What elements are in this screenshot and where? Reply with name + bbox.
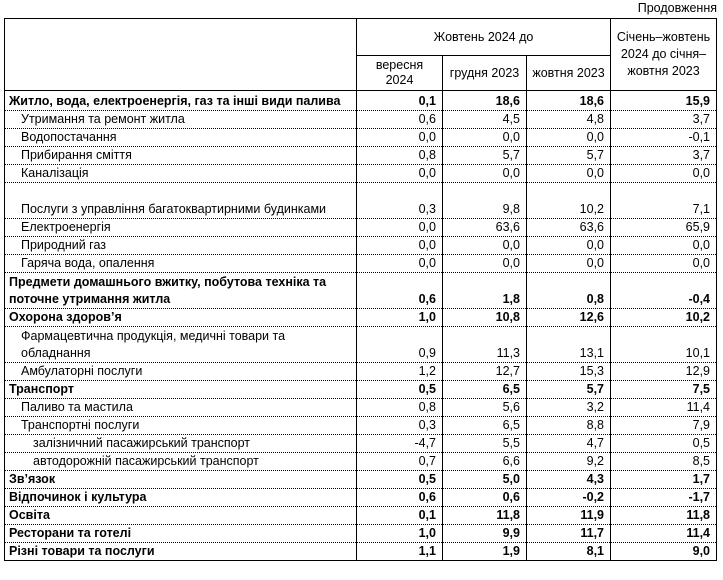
value-cell-col1: 0,8: [357, 147, 443, 165]
value-cell-col4: 7,5: [611, 381, 717, 399]
header-row-1: [5, 19, 717, 56]
table-row: [5, 255, 717, 273]
value-cell-col4: 0,5: [611, 435, 717, 453]
value-cell-col1: 0,0: [357, 237, 443, 255]
value-cell-col2: 11,3: [443, 327, 527, 363]
value-cell-col4: 3,7: [611, 147, 717, 165]
table-row: [5, 543, 717, 561]
value-cell-col3: 4,8: [527, 111, 611, 129]
value-cell-col4: 7,9: [611, 417, 717, 435]
value-cell-col1: 0,0: [357, 219, 443, 237]
value-cell-col4: 0,0: [611, 237, 717, 255]
value-cell-col3: 8,8: [527, 417, 611, 435]
value-cell-col4: 11,4: [611, 525, 717, 543]
value-cell-col3: 0,8: [527, 273, 611, 309]
row-label: Амбулаторні послуги: [5, 363, 357, 381]
value-cell-col1: 0,1: [357, 507, 443, 525]
row-label: Фармацевтична продукція, медичні товари та обладнання: [5, 327, 357, 363]
row-label: Послуги з управління багатоквартирними будинками: [5, 183, 357, 219]
table-row: [5, 219, 717, 237]
value-cell-col1: 0,0: [357, 165, 443, 183]
value-cell-col1: 0,0: [357, 255, 443, 273]
row-label: Житло, вода, електроенергія, газ та інші види палива: [5, 91, 357, 111]
table-row: [5, 471, 717, 489]
value-cell-col3: 4,7: [527, 435, 611, 453]
value-cell-col3: 18,6: [527, 91, 611, 111]
value-cell-col4: 11,8: [611, 507, 717, 525]
row-label: Каналізація: [5, 165, 357, 183]
row-label: Ресторани та готелі: [5, 525, 357, 543]
header-col2: грудня 2023: [443, 56, 527, 91]
value-cell-col3: -0,2: [527, 489, 611, 507]
value-cell-col3: 3,2: [527, 399, 611, 417]
value-cell-col2: 11,8: [443, 507, 527, 525]
row-label: Електроенергія: [5, 219, 357, 237]
value-cell-col4: 7,1: [611, 183, 717, 219]
value-cell-col3: 8,1: [527, 543, 611, 561]
table-row: [5, 399, 717, 417]
continuation-label: Продовження: [637, 1, 717, 15]
value-cell-col3: 13,1: [527, 327, 611, 363]
value-cell-col2: 6,5: [443, 417, 527, 435]
value-cell-col3: 11,7: [527, 525, 611, 543]
value-cell-col2: 0,0: [443, 255, 527, 273]
value-cell-col2: 0,0: [443, 237, 527, 255]
value-cell-col2: 0,6: [443, 489, 527, 507]
table-row: [5, 147, 717, 165]
header-group-label: Жовтень 2024 до: [357, 19, 611, 56]
row-label: Зв’язок: [5, 471, 357, 489]
value-cell-col4: -0,1: [611, 129, 717, 147]
value-cell-col4: 11,4: [611, 399, 717, 417]
value-cell-col1: 1,0: [357, 309, 443, 327]
value-cell-col4: -1,7: [611, 489, 717, 507]
row-label: Паливо та мастила: [5, 399, 357, 417]
value-cell-col3: 11,9: [527, 507, 611, 525]
value-cell-col1: 0,9: [357, 327, 443, 363]
value-cell-col1: 1,1: [357, 543, 443, 561]
value-cell-col1: 0,8: [357, 399, 443, 417]
value-cell-col2: 5,0: [443, 471, 527, 489]
value-cell-col4: -0,4: [611, 273, 717, 309]
value-cell-col3: 0,0: [527, 165, 611, 183]
value-cell-col4: 3,7: [611, 111, 717, 129]
table-row: [5, 435, 717, 453]
value-cell-col2: 6,6: [443, 453, 527, 471]
value-cell-col1: 0,0: [357, 129, 443, 147]
row-label: Природний газ: [5, 237, 357, 255]
price-index-table: [4, 18, 717, 561]
value-cell-col1: 0,3: [357, 183, 443, 219]
value-cell-col2: 0,0: [443, 165, 527, 183]
table-row: [5, 417, 717, 435]
table-row: [5, 489, 717, 507]
table-row: [5, 507, 717, 525]
value-cell-col2: 1,9: [443, 543, 527, 561]
value-cell-col1: 0,6: [357, 273, 443, 309]
row-label: Гаряча вода, опалення: [5, 255, 357, 273]
row-label: Предмети домашнього вжитку, побутова техніка та поточне утримання житла: [5, 273, 357, 309]
table-row: [5, 165, 717, 183]
table-row: [5, 273, 717, 309]
value-cell-col1: -4,7: [357, 435, 443, 453]
table-row: [5, 111, 717, 129]
row-label: Різні товари та послуги: [5, 543, 357, 561]
value-cell-col1: 1,0: [357, 525, 443, 543]
value-cell-col1: 0,7: [357, 453, 443, 471]
row-label: Освіта: [5, 507, 357, 525]
value-cell-col1: 0,5: [357, 381, 443, 399]
row-label: Охорона здоров’я: [5, 309, 357, 327]
value-cell-col3: 10,2: [527, 183, 611, 219]
row-label: Водопостачання: [5, 129, 357, 147]
value-cell-col2: 9,9: [443, 525, 527, 543]
value-cell-col2: 5,5: [443, 435, 527, 453]
value-cell-col4: 1,7: [611, 471, 717, 489]
table-row: [5, 363, 717, 381]
header-col1: вересня 2024: [357, 56, 443, 91]
table-row: [5, 525, 717, 543]
value-cell-col3: 5,7: [527, 147, 611, 165]
value-cell-col3: 0,0: [527, 129, 611, 147]
value-cell-col4: 15,9: [611, 91, 717, 111]
value-cell-col2: 4,5: [443, 111, 527, 129]
header-col4: Січень–жовтень 2024 до січня–жовтня 2023: [611, 19, 717, 91]
row-label: Прибирання сміття: [5, 147, 357, 165]
value-cell-col3: 63,6: [527, 219, 611, 237]
value-cell-col3: 9,2: [527, 453, 611, 471]
table-row: [5, 237, 717, 255]
value-cell-col4: 10,1: [611, 327, 717, 363]
table-row: [5, 309, 717, 327]
value-cell-col1: 0,6: [357, 111, 443, 129]
value-cell-col2: 1,8: [443, 273, 527, 309]
value-cell-col3: 12,6: [527, 309, 611, 327]
value-cell-col2: 10,8: [443, 309, 527, 327]
value-cell-col3: 5,7: [527, 381, 611, 399]
value-cell-col4: 65,9: [611, 219, 717, 237]
value-cell-col1: 0,3: [357, 417, 443, 435]
row-label: Відпочинок і культура: [5, 489, 357, 507]
value-cell-col2: 9,8: [443, 183, 527, 219]
row-label: залізничний пасажирський транспорт: [5, 435, 357, 453]
value-cell-col4: 0,0: [611, 165, 717, 183]
value-cell-col1: 0,5: [357, 471, 443, 489]
value-cell-col2: 6,5: [443, 381, 527, 399]
value-cell-col4: 12,9: [611, 363, 717, 381]
value-cell-col2: 63,6: [443, 219, 527, 237]
value-cell-col4: 0,0: [611, 255, 717, 273]
header-col3: жовтня 2023: [527, 56, 611, 91]
value-cell-col1: 0,1: [357, 91, 443, 111]
table-row: [5, 183, 717, 219]
value-cell-col4: 8,5: [611, 453, 717, 471]
table-body: [5, 91, 717, 561]
value-cell-col1: 1,2: [357, 363, 443, 381]
value-cell-col2: 5,6: [443, 399, 527, 417]
row-label: Транспортні послуги: [5, 417, 357, 435]
value-cell-col1: 0,6: [357, 489, 443, 507]
value-cell-col2: 5,7: [443, 147, 527, 165]
header-corner-cell: [5, 19, 357, 91]
value-cell-col3: 15,3: [527, 363, 611, 381]
row-label: Утримання та ремонт житла: [5, 111, 357, 129]
table-row: [5, 129, 717, 147]
table-row: [5, 381, 717, 399]
row-label: Транспорт: [5, 381, 357, 399]
table-row: [5, 327, 717, 363]
value-cell-col2: 0,0: [443, 129, 527, 147]
value-cell-col4: 10,2: [611, 309, 717, 327]
row-label: автодорожній пасажирський транспорт: [5, 453, 357, 471]
value-cell-col2: 12,7: [443, 363, 527, 381]
table-row: [5, 453, 717, 471]
value-cell-col4: 9,0: [611, 543, 717, 561]
value-cell-col3: 4,3: [527, 471, 611, 489]
value-cell-col3: 0,0: [527, 237, 611, 255]
value-cell-col2: 18,6: [443, 91, 527, 111]
value-cell-col3: 0,0: [527, 255, 611, 273]
table-row: [5, 91, 717, 111]
